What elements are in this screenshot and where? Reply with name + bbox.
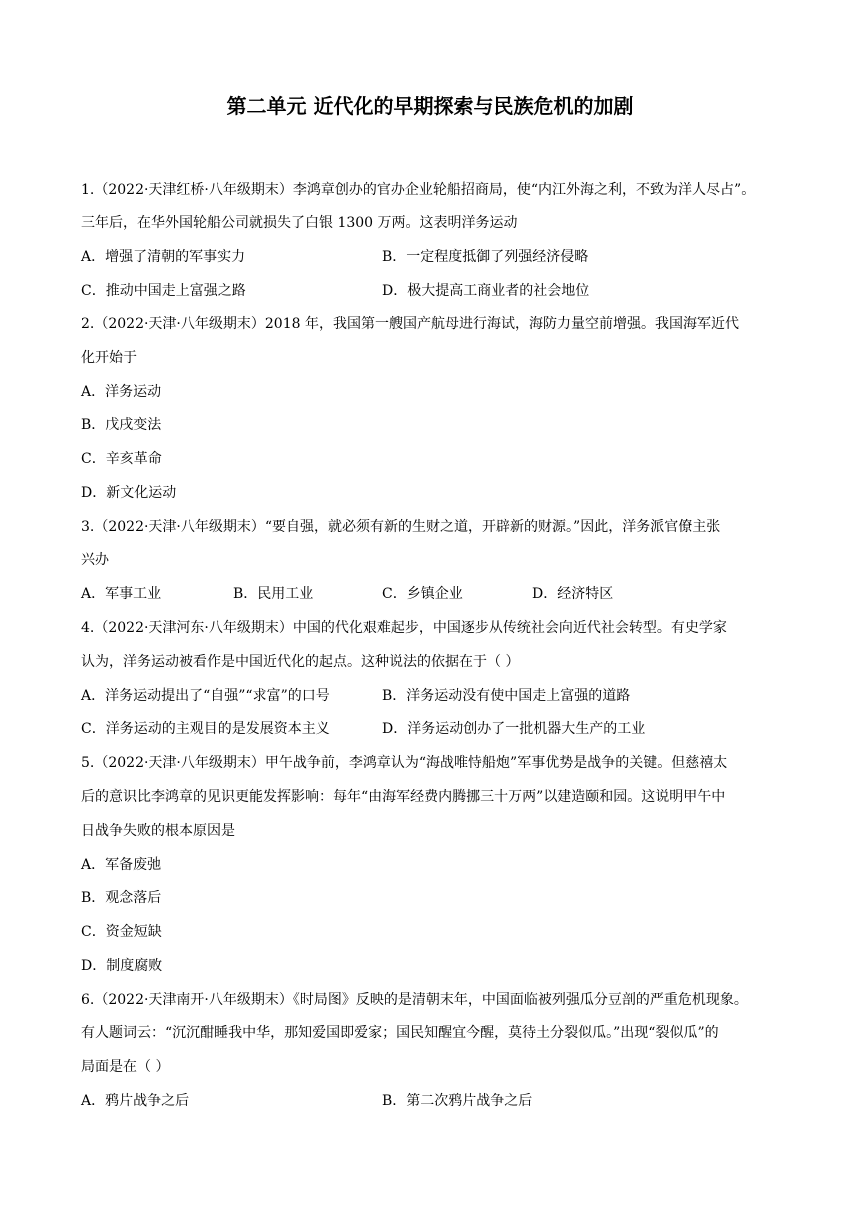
question-1-option-c: C．推动中国走上富强之路 [81, 283, 246, 299]
question-1-option-d: D．极大提高工商业者的社会地位 [382, 283, 590, 299]
question-3-option-c: C．乡镇企业 [382, 586, 463, 602]
question-2-stem-line-2: 化开始于 [81, 350, 137, 366]
question-6-stem-line-2: 有人题词云：“沉沉酣睡我中华，那知爱国即爱家；国民知醒宜今醒，莫待土分裂似瓜。”出现“裂似瓜”的 [81, 1025, 719, 1041]
question-4-stem-line-2: 认为，洋务运动被看作是中国近代化的起点。这种说法的依据在于（ ） [81, 654, 520, 670]
question-1-stem-line-1: 1.（2022·天津红桥·八年级期末）李鸿章创办的官办企业轮船招商局，使“内江外海之利，不致为洋人尽占”。 [81, 182, 756, 198]
question-2-option-c: C．辛亥革命 [81, 451, 162, 467]
question-2-option-d: D．新文化运动 [81, 485, 177, 501]
question-2-stem-line-1: 2.（2022·天津·八年级期末）2018 年，我国第一艘国产航母进行海试，海防力量空前增强。我国海军近代 [81, 316, 739, 332]
question-5-stem-line-3: 日战争失败的根本原因是 [81, 823, 235, 839]
question-6-stem-line-3: 局面是在（ ） [81, 1059, 170, 1075]
question-1-option-a: A．增强了清朝的军事实力 [81, 249, 246, 265]
question-2-option-b: B．戊戌变法 [81, 417, 162, 433]
question-3-option-b: B．民用工业 [233, 586, 314, 602]
question-4-option-a: A．洋务运动提出了“自强”“求富”的口号 [81, 688, 330, 704]
question-3-option-d: D．经济特区 [532, 586, 614, 602]
question-5-option-b: B．观念落后 [81, 890, 162, 906]
question-5-option-d: D．制度腐败 [81, 958, 163, 974]
question-4-stem-line-1: 4.（2022·天津河东·八年级期末）中国的代化艰难起步，中国逐步从传统社会向近代社会转型。有史学家 [81, 620, 727, 636]
question-2-option-a: A．洋务运动 [81, 384, 162, 400]
question-4-option-c: C．洋务运动的主观目的是发展资本主义 [81, 721, 330, 737]
question-1-option-b: B．一定程度抵御了列强经济侵略 [382, 249, 589, 265]
question-5-stem-line-1: 5.（2022·天津·八年级期末）甲午战争前，李鸿章认为“海战唯恃船炮”军事优势是战争的关键。但慈禧太 [81, 755, 728, 771]
question-6-option-b: B．第二次鸦片战争之后 [382, 1093, 533, 1109]
question-4-option-d: D．洋务运动创办了一批机器大生产的工业 [382, 721, 646, 737]
question-6-stem-line-1: 6.（2022·天津南开·八年级期末）《时局图》反映的是清朝末年，中国面临被列强瓜分豆剖的严重危机现象。 [81, 992, 748, 1008]
question-5-stem-line-2: 后的意识比李鸿章的见识更能发挥影响：每年“由海军经费内腾挪三十万两”以建造颐和园。这说明甲午中 [81, 789, 726, 805]
question-1-stem-line-2: 三年后，在华外国轮船公司就损失了白银 1300 万两。这表明洋务运动 [81, 215, 518, 231]
question-5-option-c: C．资金短缺 [81, 924, 162, 940]
question-4-option-b: B．洋务运动没有使中国走上富强的道路 [382, 688, 631, 704]
question-3-option-a: A．军事工业 [81, 586, 162, 602]
question-3-stem-line-1: 3.（2022·天津·八年级期末）“要自强，就必须有新的生财之道，开辟新的财源。”因此，洋务派官僚主张 [81, 519, 721, 535]
page-title: 第二单元 近代化的早期探索与民族危机的加剧 [226, 94, 634, 118]
question-5-option-a: A．军备废弛 [81, 857, 162, 873]
question-6-option-a: A．鸦片战争之后 [81, 1093, 190, 1109]
question-3-stem-line-2: 兴办 [81, 552, 109, 568]
